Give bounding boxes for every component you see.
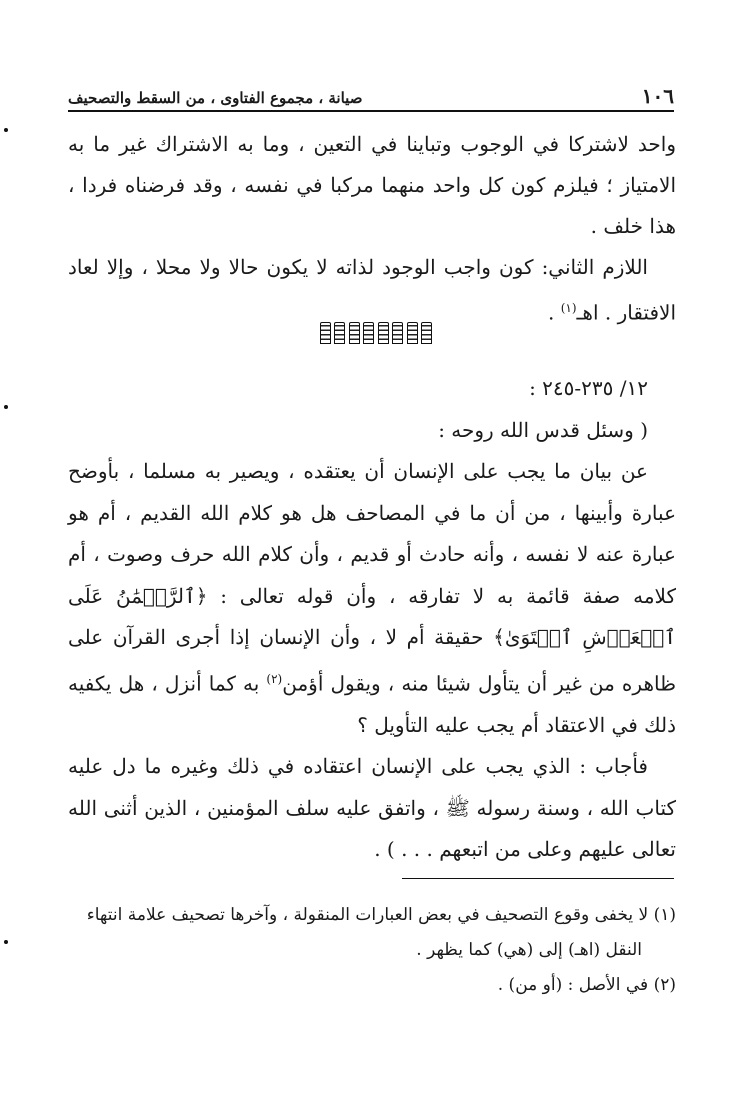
question-paragraph [68, 451, 676, 746]
footnote-ref-1: (١) [560, 301, 577, 315]
ornament-icon [378, 322, 389, 344]
answer-paragraph: فأجاب : الذي يجب على الإنسان اعتقاده في ذلك وغيره ما دل عليه كتاب الله ، وسنة رسوله ﷺ ، واتفق عليه سلف المؤمنين ، الذين أثنى الله تعالى عليهم وعلى من اتبعهم . . . ) . [68, 754, 676, 862]
margin-mark [4, 940, 8, 944]
ornament-icon [407, 322, 418, 344]
paragraph-2-end: . [547, 300, 561, 325]
footnote-2 [68, 968, 676, 1003]
footnote-separator [402, 878, 674, 879]
footnote-2-text: في الأصل : (أو من) . [497, 975, 649, 995]
paragraph-2-text: اللازم الثاني: كون واجب الوجود لذاته لا يكون حالا ولا محلا ، وإلا لعاد الافتقار . اهـ [68, 255, 676, 325]
footnote-1-number: (١) [653, 905, 676, 925]
ornament-icon [320, 322, 331, 344]
ornament-icon [363, 322, 374, 344]
volume-reference: ١٢/ ٢٣٥-٢٤٥ : [529, 376, 648, 400]
page-header [68, 86, 674, 112]
ornament-icon [334, 322, 345, 344]
margin-mark [4, 128, 8, 132]
page-number: ١٠٦ [641, 84, 674, 108]
fatwa-section [68, 368, 676, 871]
section-divider-ornament [320, 320, 432, 346]
footnote-2-number: (٢) [653, 975, 676, 995]
footnote-ref-2: (٢) [266, 671, 283, 686]
main-text-block [68, 124, 676, 334]
paragraph-1: واحد لاشتركا في الوجوب وتباينا في التعين ، وما به الاشتراك غير ما به الامتياز ؛ فيلزم كون كل واحد منهما مركبا في نفسه ، وقد فرضناه فردا ، هذا خلف . [68, 132, 676, 238]
footnote-1-continued: النقل (اهـ) إلى (هي) كما يظهر . [416, 940, 642, 960]
ornament-icon [392, 322, 403, 344]
footnote-1 [68, 898, 676, 933]
question-intro: ( وسئل قدس الله روحه : [438, 417, 648, 442]
ornament-icon [349, 322, 360, 344]
question-text-end: به كما أنزل ، هل يكفيه ذلك في الاعتقاد أم يجب عليه التأويل ؟ [68, 671, 676, 737]
ornament-icon [421, 322, 432, 344]
running-title: صيانة ، مجموع الفتاوى ، من السقط والتصحيف [68, 89, 363, 107]
question-text: عن بيان ما يجب على الإنسان أن يعتقده ، ويصير به مسلما ، بأوضح عبارة وأبينها ، من أن ما في المصاحف هل هو كلام الله القديم ، أم هو عبارة عنه لا نفسه ، وأنه حادث أو قديم ، وأن كلام الله حرف وصوت ، أم كلامه صفة قائمة به لا تفارقه ، وأن قوله تعالى : ﴿ٱلرَّحۡمَٰنُ عَلَى ٱلۡعَرۡشِ ٱسۡتَوَىٰ﴾ حقيقة أم لا ، وأن الإنسان إذا أجرى القرآن على ظاهره من غير أن يتأول شيئا منه ، ويقول أؤمن [68, 459, 677, 696]
margin-mark [4, 405, 8, 409]
footnotes [68, 898, 676, 1003]
footnote-1-text: لا يخفى وقوع التصحيف في بعض العبارات المنقولة ، وآخرها تصحيف علامة انتهاء [86, 905, 649, 925]
